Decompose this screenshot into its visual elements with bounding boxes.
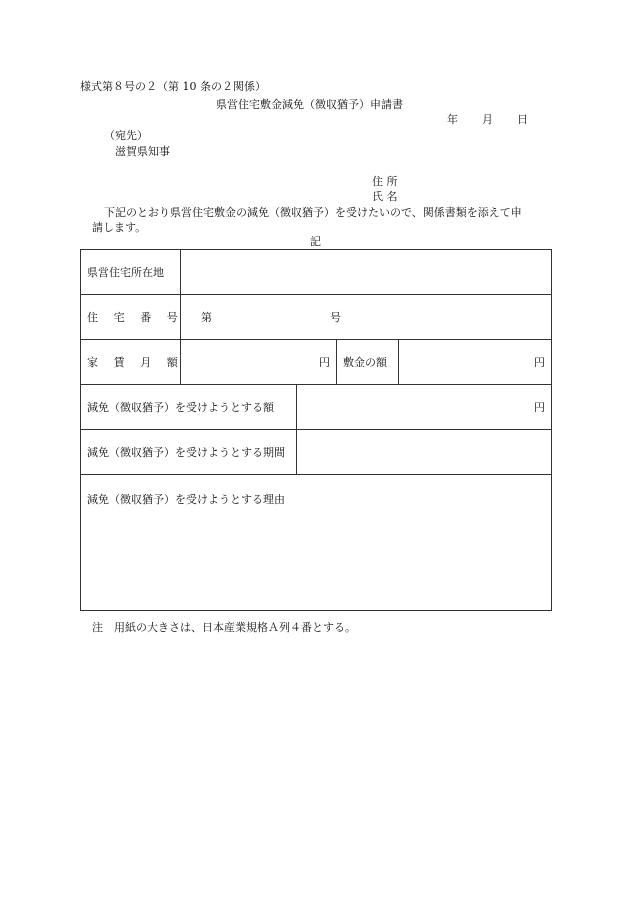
number-suffix: 号 <box>330 311 341 324</box>
deposit-field[interactable] <box>399 340 552 385</box>
location-row <box>81 250 552 295</box>
number-prefix: 第 <box>201 311 212 324</box>
amount-row <box>81 385 552 430</box>
period-field[interactable] <box>297 430 552 475</box>
number-row <box>81 295 552 340</box>
application-table <box>80 249 552 611</box>
body-line-1: 下記のとおり県営住宅敷金の減免（徴収猶予）を受けたいので、関係書類を添えて申 <box>104 206 522 219</box>
rent-unit: 円 <box>319 356 330 369</box>
amount-label: 減免（徴収猶予）を受けようとする額 <box>81 385 297 430</box>
date-year: 年 <box>447 113 458 126</box>
period-label: 減免（徴収猶予）を受けようとする期間 <box>81 430 297 475</box>
addressee-prefix: （宛先） <box>104 129 148 142</box>
date-month: 月 <box>482 113 493 126</box>
footnote: 注 用紙の大きさは、日本産業規格Ａ列４番とする。 <box>92 621 356 634</box>
amount-field[interactable] <box>297 385 552 430</box>
body-line-2: 請します。 <box>92 221 147 234</box>
form-number: 様式第８号の２（第 10 条の２関係） <box>80 80 266 93</box>
rent-field[interactable] <box>181 340 337 385</box>
number-field[interactable] <box>181 295 552 340</box>
reason-field[interactable] <box>81 475 552 611</box>
amount-unit: 円 <box>534 401 545 414</box>
period-row <box>81 430 552 475</box>
rent-row <box>81 340 552 385</box>
number-label-text: 住 宅 番 号 <box>87 311 184 324</box>
date-day: 日 <box>517 113 528 126</box>
location-field[interactable] <box>181 250 552 295</box>
location-label: 県営住宅所在地 <box>81 250 181 295</box>
form-title: 県営住宅敷金減免（徴収猶予）申請書 <box>216 98 403 111</box>
number-label <box>81 295 184 340</box>
rent-label-text: 家 賃 月 額 <box>87 356 184 369</box>
reason-label: 減免（徴収猶予）を受けようとする理由 <box>87 493 285 506</box>
deposit-unit: 円 <box>534 356 545 369</box>
rent-label <box>81 340 184 385</box>
address-label: 住 所 <box>372 175 398 188</box>
reason-row <box>81 475 552 611</box>
name-label: 氏 名 <box>372 190 398 203</box>
addressee-name: 滋賀県知事 <box>115 145 170 158</box>
deposit-label: 敷金の額 <box>337 340 399 385</box>
ki-label: 記 <box>310 235 321 248</box>
